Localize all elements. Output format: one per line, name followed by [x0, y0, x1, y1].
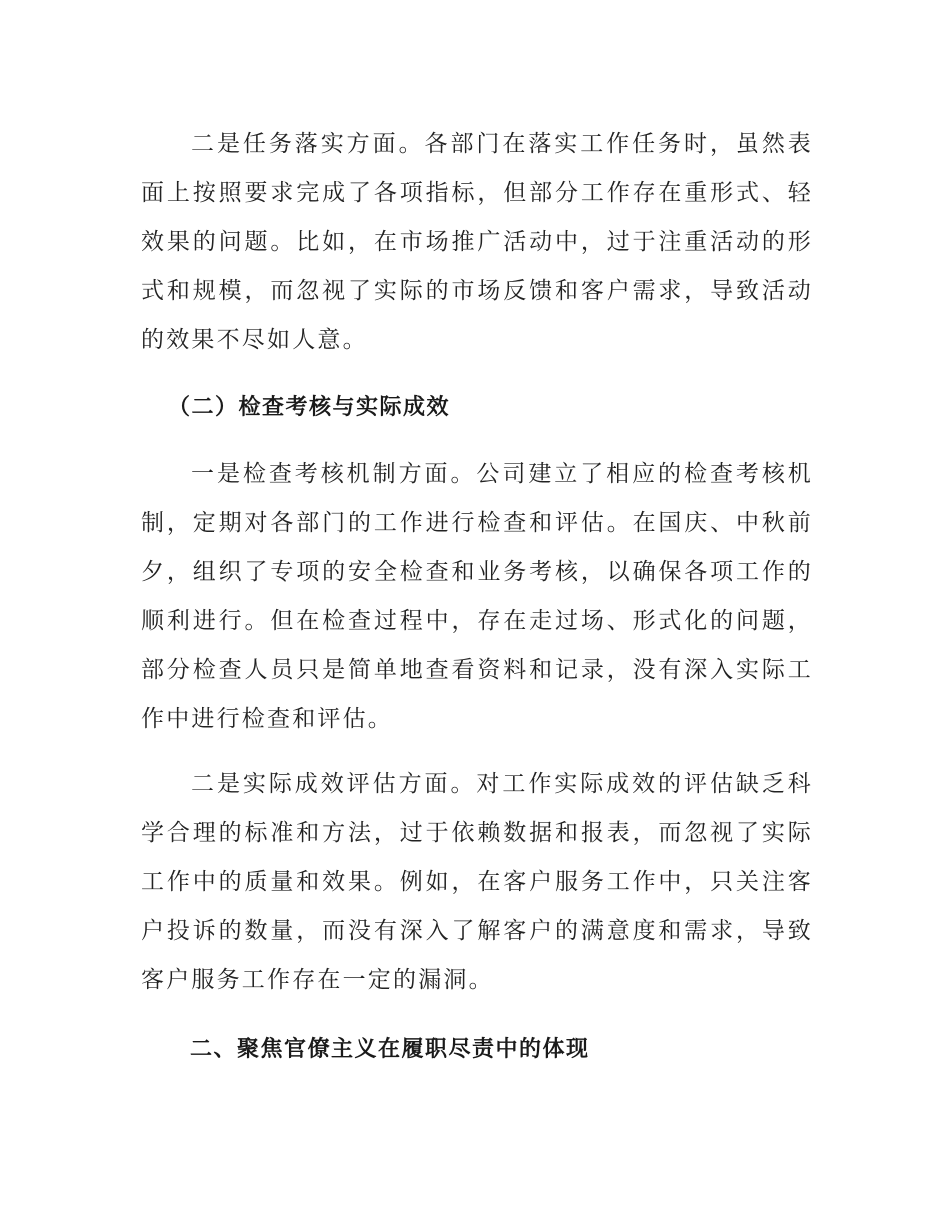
paragraph-inspection-mechanism: 一是检查考核机制方面。公司建立了相应的检查考核机制，定期对各部门的工作进行检查和评估。在国庆、中秋前夕，组织了专项的安全检查和业务考核，以确保各项工作的顺利进行。但在检查过程中，存在走过场、形式化的问题，部分检查人员只是简单地查看资料和记录，没有深入实际工作中进行检查和评估。 [141, 461, 813, 732]
paragraph-task-implementation: 二是任务落实方面。各部门在落实工作任务时，虽然表面上按照要求完成了各项指标，但部分工作存在重形式、轻效果的问题。比如，在市场推广活动中，过于注重活动的形式和规模，而忽视了实际的市场反馈和客户需求，导致活动的效果不尽如人意。 [141, 131, 813, 353]
section-heading-inspection: （二）检查考核与实际成效 [168, 395, 451, 420]
paragraph-effectiveness-evaluation: 二是实际成效评估方面。对工作实际成效的评估缺乏科学合理的标准和方法，过于依赖数据和报表，而忽视了实际工作中的质量和效果。例如，在客户服务工作中，只关注客户投诉的数量，而没有深入了解客户的满意度和需求，导致客户服务工作存在一定的漏洞。 [141, 771, 813, 993]
chapter-heading-bureaucratism: 二、聚焦官僚主义在履职尽责中的体现 [190, 1037, 590, 1062]
